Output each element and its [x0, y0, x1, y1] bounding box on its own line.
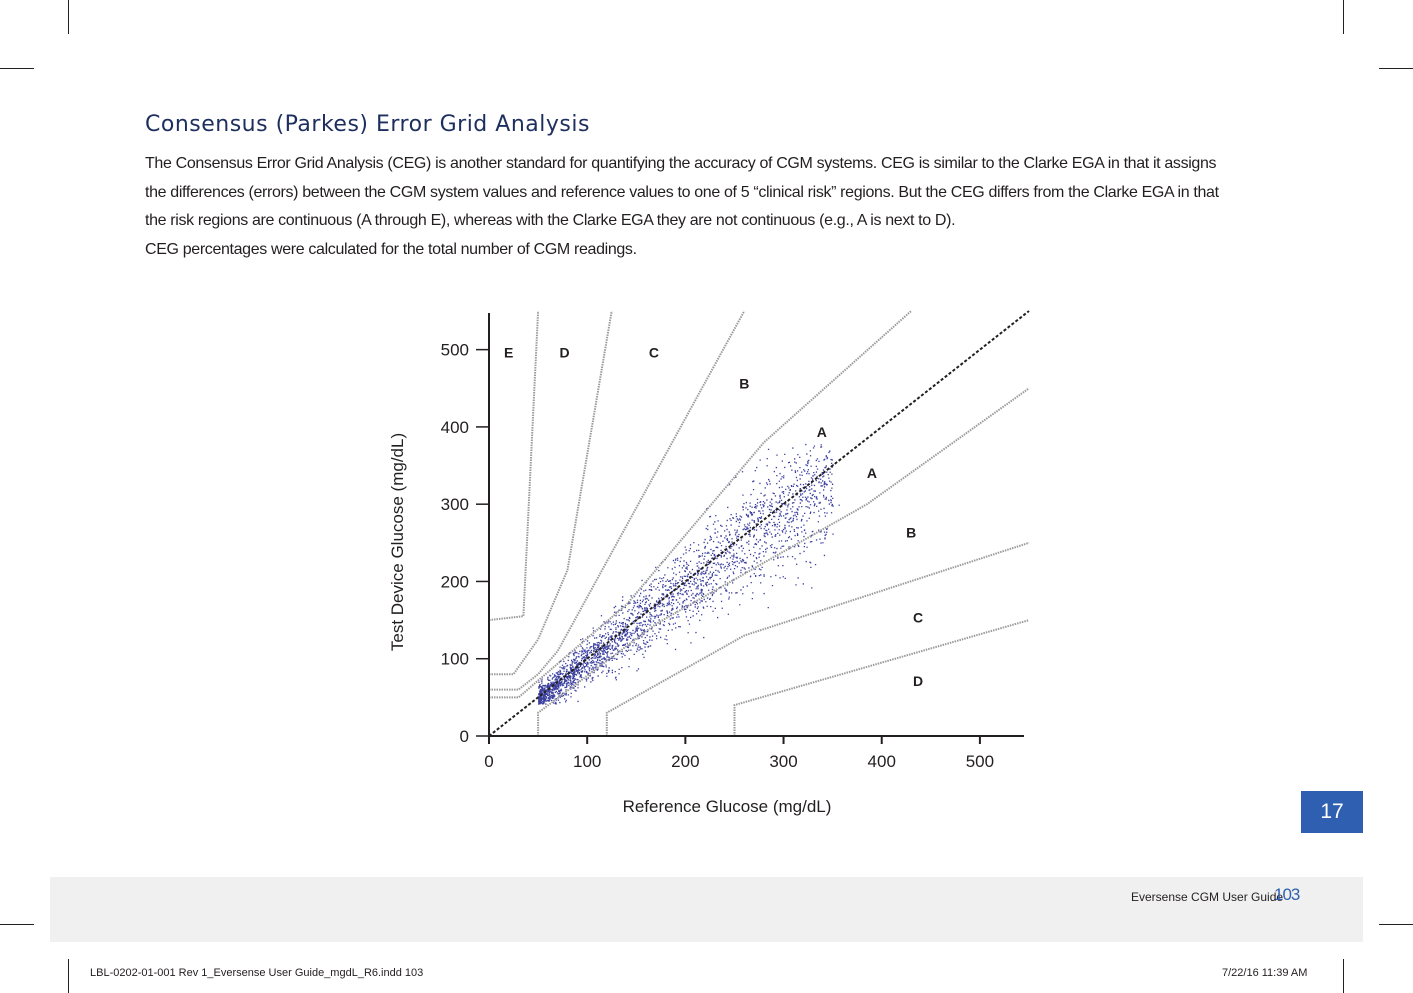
zone-label: B [739, 375, 750, 392]
intro-paragraph: The Consensus Error Grid Analysis (CEG) is another standard for quantifying the accuracy of CGM systems. CEG is similar to the Clarke EGA in that it assigns the differences (errors) between the CGM system values and reference values to one of 5 “clinical risk” regions. But the CEG differs from the Clarke EGA in that the risk regions are continuous (A through E), whereas with the Clarke EGA they are not continuous (e.g., A is next to D). [145, 155, 1219, 229]
y-tick-label: 100 [440, 649, 469, 669]
slug-date: 7/22/16 11:39 AM [1222, 967, 1308, 979]
y-tick-label: 500 [440, 340, 469, 360]
x-axis-label: Reference Glucose (mg/dL) [622, 797, 832, 816]
y-tick-label: 0 [459, 727, 469, 746]
footer-band [50, 877, 1363, 942]
zone-boundary-line [489, 311, 612, 674]
x-tick-label: 200 [671, 752, 700, 771]
zone-label: E [503, 344, 514, 361]
zone-boundary-line [489, 311, 911, 697]
zone-label: B [906, 524, 917, 541]
zone-boundary-line [489, 311, 744, 690]
y-tick-label: 200 [440, 572, 469, 592]
zone-label: A [816, 423, 827, 440]
zone-labels [504, 344, 923, 688]
y-tick-label: 300 [440, 495, 469, 515]
y-tick-label: 400 [440, 417, 469, 437]
page-title: Consensus (Parkes) Error Grid Analysis [145, 112, 590, 137]
zone-label: D [912, 672, 924, 689]
x-tick-label: 0 [484, 752, 494, 771]
x-tick-label: 400 [867, 752, 896, 771]
x-tick-label: 500 [965, 752, 995, 771]
zone-label: D [559, 344, 570, 361]
zone-boundary-line [538, 388, 1029, 736]
zone-boundary-line [735, 620, 1030, 736]
slug-file-info: LBL-0202-01-001 Rev 1_Eversense User Guide_mgdL_R6.indd 103 [90, 967, 424, 979]
zone-boundary-line [489, 311, 538, 620]
zone-label: C [912, 609, 924, 626]
zone-label: C [648, 344, 660, 361]
footer-guide-title: Eversense CGM User Guide [1131, 890, 1284, 904]
intro-note: CEG percentages were calculated for the total number of CGM readings. [145, 241, 637, 258]
x-tick-label: 100 [572, 752, 602, 771]
chapter-tab: 17 [1301, 791, 1363, 833]
x-tick-label: 300 [769, 752, 798, 771]
zone-label: A [866, 464, 877, 481]
page-number: 103 [1274, 885, 1300, 904]
y-axis-label: Test Device Glucose (mg/dL) [388, 432, 407, 652]
